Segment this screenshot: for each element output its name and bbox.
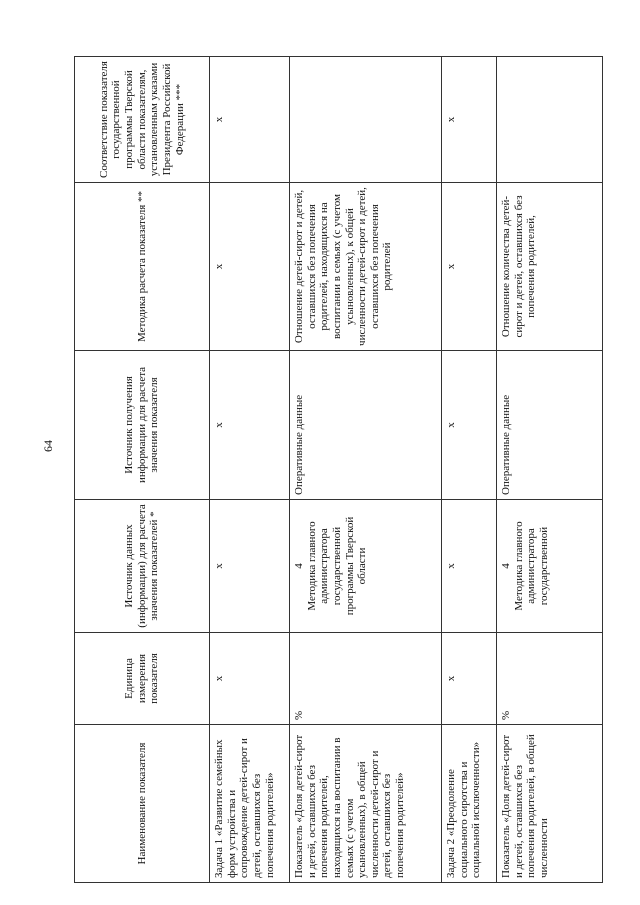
row-method: х: [442, 183, 497, 351]
table-row-indicator-1: [290, 57, 442, 883]
header-unit: Единица измерения показателя: [75, 633, 210, 725]
row-info-source: х: [442, 351, 497, 500]
row-name: Задача 1 «Развитие семейных форм устройства и сопровождение детей-сирот и детей, оставшихся без попечения родителей»: [210, 725, 290, 883]
rotated-table: [74, 57, 602, 883]
indicators-table: [74, 56, 603, 883]
row-data-source-number: 4: [500, 563, 512, 569]
table-row-task-2: [442, 57, 497, 883]
row-decree: [290, 57, 442, 183]
row-decree: х: [210, 57, 290, 183]
header-data-source: Источник данных (информации) для расчета значения показателей *: [75, 500, 210, 633]
row-unit: х: [442, 633, 497, 725]
row-data-source: [497, 500, 603, 633]
row-unit: %: [290, 633, 442, 725]
table-header-row: [75, 57, 210, 883]
row-decree: х: [442, 57, 497, 183]
row-info-source: х: [210, 351, 290, 500]
row-info-source: Оперативные данные: [497, 351, 603, 500]
row-data-source: х: [210, 500, 290, 633]
row-method: Отношение детей-сирот и детей, оставшихся без попечения родителей, находящихся на воспитании в семьях (с учетом усыновленных), к общей численности детей-сирот и детей, оставшихся без попечения родителей: [290, 183, 442, 351]
header-name: Наименование показателя: [75, 725, 210, 883]
row-data-source: [290, 500, 442, 633]
rotated-table-container: [74, 57, 602, 883]
row-data-source: х: [442, 500, 497, 633]
row-decree: [497, 57, 603, 183]
header-info-source: Источник получения информации для расчета значения показателя: [75, 351, 210, 500]
table-row-indicator-2: [497, 57, 603, 883]
row-data-source-number: 4: [293, 563, 305, 569]
row-data-source-text: Методика главного администратора государственной программы Тверской области: [305, 516, 369, 616]
row-name: Показатель «Доля детей-сирот и детей, оставшихся без попечения родителей, в общей численности: [497, 725, 603, 883]
row-info-source: Оперативные данные: [290, 351, 442, 500]
table-row-task-1: [210, 57, 290, 883]
header-decree: Соответствие показателя государственной программы Тверской области показателям, установленным указами Президента Российской Федерации ***: [75, 57, 210, 183]
row-method: Отношение количества детей-сирот и детей, оставшихся без попечения родителей,: [497, 183, 603, 351]
row-method: х: [210, 183, 290, 351]
row-data-source-text: Методика главного администратора государственной: [512, 521, 550, 611]
header-method: Методика расчета показателя **: [75, 183, 210, 351]
row-unit: х: [210, 633, 290, 725]
row-name: Задача 2 «Преодоление социального сиротства и социальной исключенности»: [442, 725, 497, 883]
row-unit: %: [497, 633, 603, 725]
row-name: Показатель «Доля детей-сирот и детей, оставшихся без попечения родителей, находящихся на воспитании в семьях (с учетом усыновленных), в общей численности детей-сирот и детей, оставшихся без попечения родителей»: [290, 725, 442, 883]
page-number: 64: [41, 440, 55, 452]
